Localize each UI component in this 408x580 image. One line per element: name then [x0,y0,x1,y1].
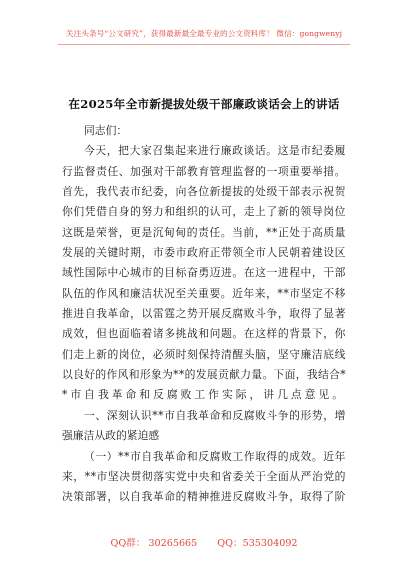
salutation-line: 同志们： [84,124,128,137]
qq-number: QQ：535304092 [217,538,298,549]
header-banner: 关注头条号“公文研究”，获得最新最全最专业的公文资料库！ 微信：gongwenyj [65,29,343,38]
document-body [62,121,346,508]
body-line: 今天，把大家召集起来进行廉政谈话。这是市纪委履 [84,144,346,158]
body-line: 队伍的作风和廉洁状况至关重要。近年来，**市坚定不移 [62,286,346,300]
body-line: 来，**市坚决贯彻落实党中央和省委关于全面从严治党的 [62,469,346,483]
body-line: 成效，但也面临着诸多挑战和问题。在这样的背景下，你 [62,327,346,341]
body-line: *市自我革命和反腐败工作实际，讲几点意见。 [62,388,346,402]
body-line: 推进自我革命，以雷霆之势开展反腐败斗争，取得了显著 [62,307,346,321]
body-line: 首先，我代表市纪委，向各位新提拔的处级干部表示祝贺 [62,185,346,199]
body-line: 以良好的作风和形象为**的发展贡献力量。下面，我结合* [62,368,346,382]
section-heading-line: 一、深刻认识**市自我革命和反腐败斗争的形势，增 [84,408,346,422]
body-line: 行监督责任、加强对干部教育管理监督的一项重要举措。 [62,164,346,178]
body-line: 这既是荣誉，更是沉甸甸的责任。当前，**正处于高质量 [62,225,346,239]
footer-contact [0,535,408,549]
section-heading-line: 强廉洁从政的紧迫感 [62,429,160,443]
body-line: 你们凭借自身的努力和组织的认可，走上了新的领导岗位 [62,205,346,219]
body-line: 决策部署，以自我革命的精神推进反腐败斗争，取得了阶 [62,490,346,504]
body-line: 发展的关键时期，市委市政府正带领全市人民朝着建设区 [62,246,346,260]
body-line: 们走上新的岗位，必须时刻保持清醒头脑，坚守廉洁底线 [62,347,346,361]
qq-group-number: QQ群： 30265665 [110,538,198,549]
header-divider [58,44,350,45]
subsection-heading-line: （一）**市自我革命和反腐败工作取得的成效。近年 [84,449,346,463]
body-line: 域性国际中心城市的目标奋勇迈进。在这一进程中，干部 [62,266,346,280]
document-title: 在2025年全市新提拔处级干部廉政谈话会上的讲话 [68,97,340,111]
